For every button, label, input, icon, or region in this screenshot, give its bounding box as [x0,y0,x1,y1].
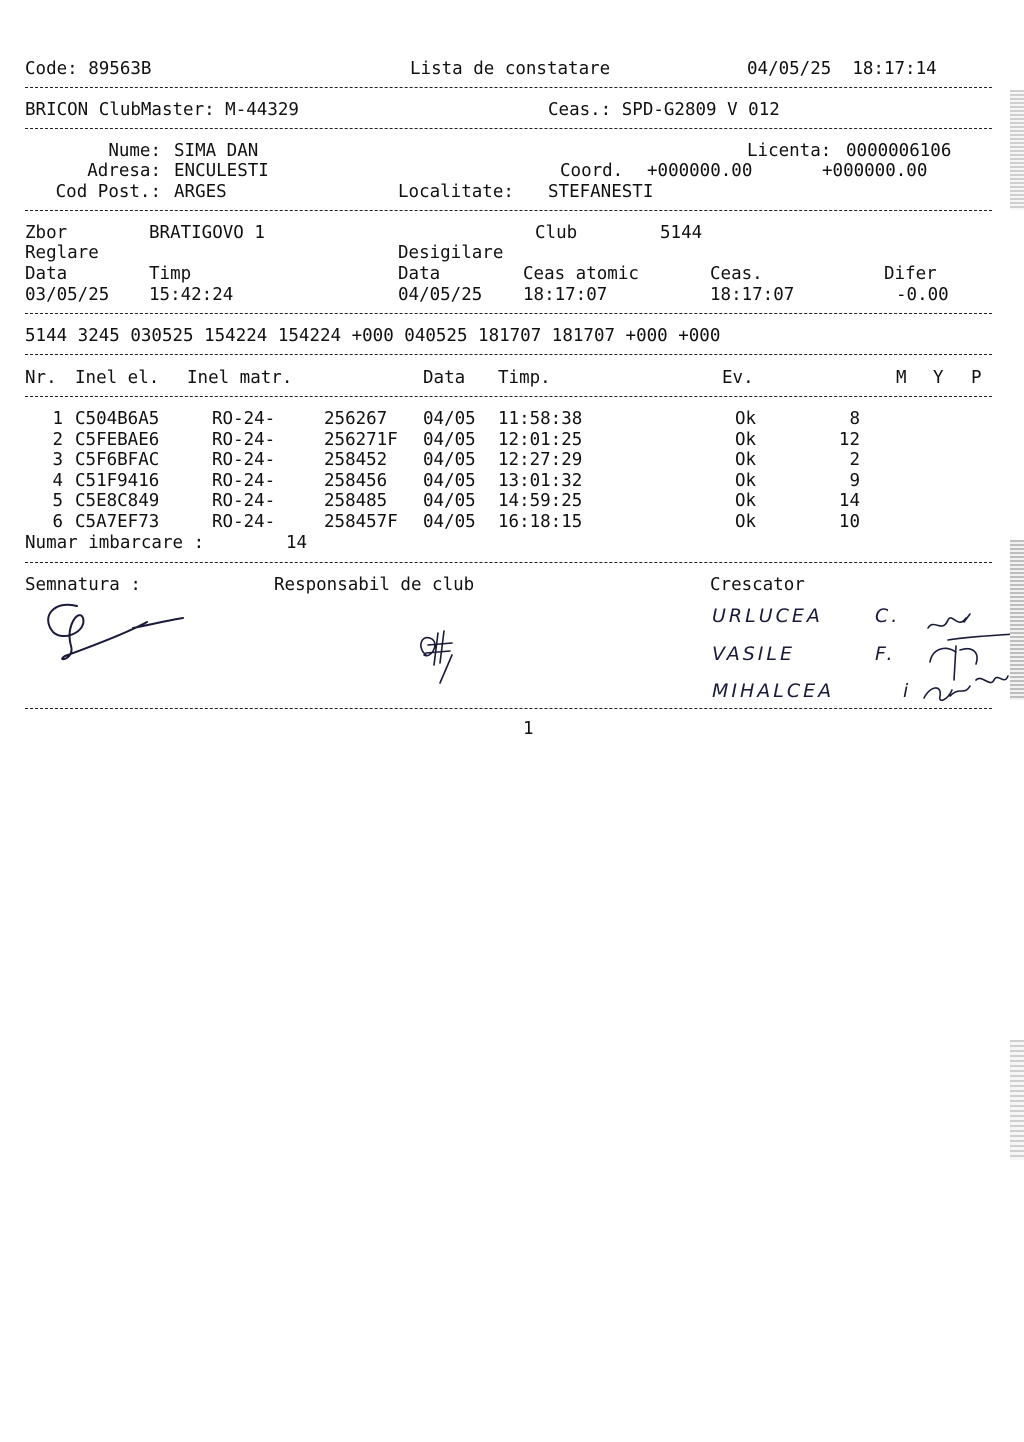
reglare-time: 15:42:24 [149,285,234,305]
row-timp: 12:27:29 [498,450,583,470]
club-label: Club [535,223,578,243]
row-data: 04/05 [423,471,476,491]
license-label: Licenta: [747,141,832,161]
desig-date-label: Data [398,264,441,284]
row-nr: 3 [52,450,63,470]
reglare-date-label: Data [25,264,68,284]
col-p: P [971,368,982,388]
locality-label: Localitate: [398,182,514,202]
breeder-name-2: VASILE [712,643,795,665]
owner-name: SIMA DAN [174,141,259,161]
clock-difference: -0.00 [896,285,949,305]
row-inel-matr: 258485 [324,491,388,511]
atomic-clock-time: 18:17:07 [523,285,608,305]
reglare-time-label: Timp [149,264,192,284]
coord-longitude: +000000.00 [822,161,928,181]
document-title: Lista de constatare [410,59,611,79]
row-value: 9 [849,471,860,491]
owner-postal: ARGES [174,182,227,202]
flight-label: Zbor [25,223,68,243]
row-ev: Ok [735,491,757,511]
clubmaster-id: BRICON ClubMaster: M-44329 [25,100,299,120]
row-inel-prefix: RO-24- [212,491,276,511]
reglare-date: 03/05/25 [25,285,110,305]
boarding-count: 14 [286,533,308,553]
row-timp: 14:59:25 [498,491,583,511]
row-inel-el: C5F6BFAC [75,450,160,470]
breeder-initial-3: i [903,680,912,702]
breeder-initial-1: C. [875,605,901,627]
row-data: 04/05 [423,491,476,511]
divider [25,354,992,355]
divider [25,210,992,211]
row-inel-prefix: RO-24- [212,430,276,450]
name-label: Nume: [108,141,161,161]
club-number: 5144 [660,223,703,243]
breeder-initial-2: F. [875,643,896,665]
row-ev: Ok [735,450,757,470]
row-nr: 2 [52,430,63,450]
scan-edge-artifact [1010,90,1024,210]
row-inel-el: C51F9416 [75,471,160,491]
col-inel-el: Inel el. [75,368,160,388]
breeder-name-3: MIHALCEA [712,680,835,702]
row-value: 10 [838,512,860,532]
divider [25,313,992,314]
row-timp: 11:58:38 [498,409,583,429]
row-data: 04/05 [423,450,476,470]
page-number: 1 [523,719,534,739]
row-inel-el: C5E8C849 [75,491,160,511]
difference-label: Difer [884,264,937,284]
clock-id: Ceas.: SPD-G2809 V 012 [548,100,780,120]
signature-label: Semnatura : [25,575,141,595]
row-nr: 5 [52,491,63,511]
flight-name: BRATIGOVO 1 [149,223,265,243]
row-inel-matr: 256271F [324,430,398,450]
row-nr: 4 [52,471,63,491]
col-y: Y [933,368,944,388]
row-data: 04/05 [423,409,476,429]
row-inel-prefix: RO-24- [212,471,276,491]
row-timp: 12:01:25 [498,430,583,450]
row-inel-el: C5A7EF73 [75,512,160,532]
owner-address: ENCULESTI [174,161,269,181]
col-ev: Ev. [722,368,754,388]
scan-edge-artifact [1010,1040,1024,1160]
divider [25,128,992,129]
license-number: 0000006106 [846,141,952,161]
row-value: 2 [849,450,860,470]
row-inel-matr: 256267 [324,409,388,429]
row-ev: Ok [735,409,757,429]
clock-time: 18:17:07 [710,285,795,305]
club-responsible-label: Responsabil de club [274,575,475,595]
control-code-line: 5144 3245 030525 154224 154224 +000 040525 181707 181707 +000 +000 [25,326,721,346]
breeder-label: Crescator [710,575,805,595]
col-nr: Nr. [25,368,57,388]
row-inel-matr: 258457F [324,512,398,532]
divider [25,708,992,709]
row-inel-prefix: RO-24- [212,512,276,532]
scan-edge-artifact [1010,540,1024,700]
desigilare-label: Desigilare [398,243,504,263]
clock-label: Ceas. [710,264,763,284]
boarding-count-label: Numar imbarcare : [25,533,205,553]
coord-label: Coord. [560,161,624,181]
col-m: M [896,368,907,388]
row-timp: 13:01:32 [498,471,583,491]
row-ev: Ok [735,430,757,450]
col-timp: Timp. [498,368,551,388]
address-label: Adresa: [87,161,161,181]
row-value: 12 [838,430,860,450]
document-code: Code: 89563B [25,59,152,79]
desig-date: 04/05/25 [398,285,483,305]
row-inel-matr: 258456 [324,471,388,491]
postal-label: Cod Post.: [55,182,161,202]
row-nr: 1 [52,409,63,429]
col-data: Data [423,368,466,388]
divider [25,562,992,563]
owner-locality: STEFANESTI [548,182,654,202]
row-data: 04/05 [423,512,476,532]
row-ev: Ok [735,471,757,491]
row-nr: 6 [52,512,63,532]
document-datetime: 04/05/25 18:17:14 [747,59,937,79]
divider [25,87,992,88]
row-inel-matr: 258452 [324,450,388,470]
coord-latitude: +000000.00 [647,161,753,181]
stamp-scribble [412,625,467,685]
breeder-name-1: URLUCEA [712,605,823,627]
row-inel-prefix: RO-24- [212,409,276,429]
reglare-label: Reglare [25,243,99,263]
breeder-signatures [920,600,1020,710]
row-data: 04/05 [423,430,476,450]
row-timp: 16:18:15 [498,512,583,532]
col-inel-matr: Inel matr. [187,368,293,388]
row-value: 8 [849,409,860,429]
row-inel-prefix: RO-24- [212,450,276,470]
atomic-clock-label: Ceas atomic [523,264,639,284]
signature-scribble [35,598,195,668]
divider [25,396,992,397]
row-inel-el: C5FEBAE6 [75,430,160,450]
row-value: 14 [838,491,860,511]
row-ev: Ok [735,512,757,532]
row-inel-el: C504B6A5 [75,409,160,429]
